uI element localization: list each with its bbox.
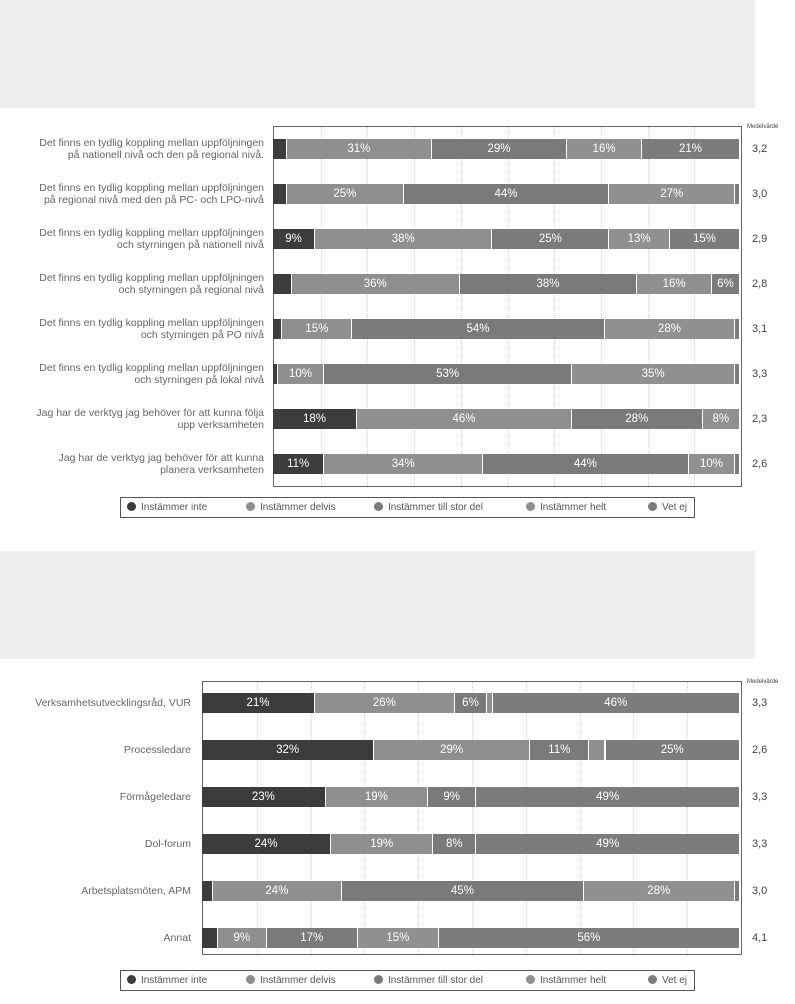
mean-value: 3,2 [752, 143, 768, 155]
category-label [39, 137, 264, 161]
legend-label: Instämmer till stor del [388, 975, 484, 986]
bar-segment: 23% [202, 787, 326, 807]
category-label [145, 838, 191, 850]
category-label-line: Det finns en tydlig koppling mellan uppföljningen [39, 227, 264, 239]
bar-segment: 31% [287, 139, 432, 159]
bar-segment [735, 184, 740, 204]
category-label [164, 932, 191, 944]
legend-item [374, 974, 483, 987]
mean-value: 2,3 [752, 413, 768, 425]
legend-item [127, 974, 207, 987]
category-label [39, 272, 264, 296]
gridline [257, 682, 258, 954]
gridline [418, 682, 419, 954]
mean-value: 3,3 [752, 791, 768, 803]
legend-swatch-icon [648, 502, 657, 511]
bar-segment [273, 139, 287, 159]
bar-segment: 6% [712, 274, 740, 294]
legend-swatch-icon [127, 975, 136, 984]
bar-segment: 49% [476, 834, 740, 854]
bar-segment [273, 319, 282, 339]
bar-segment: 49% [476, 787, 740, 807]
legend-label: Instämmer inte [141, 502, 208, 513]
category-label-line: Jag har de verktyg jag behöver för att kunna följa [36, 407, 264, 419]
gridline [687, 682, 688, 954]
mean-value: 2,6 [752, 744, 768, 756]
bar-segment: 29% [432, 139, 567, 159]
bar-segment: 53% [324, 364, 572, 384]
bar-segment: 32% [202, 740, 374, 760]
bar-segment: 18% [273, 409, 357, 429]
category-label [36, 407, 264, 431]
gridline [526, 682, 527, 954]
legend-label: Vet ej [662, 502, 688, 513]
legend-label: Instämmer delvis [260, 502, 336, 513]
legend-item [526, 501, 606, 514]
legend-swatch-icon [648, 975, 657, 984]
gridline [414, 127, 415, 486]
bar-segment: 36% [292, 274, 460, 294]
gridline [601, 127, 602, 486]
gridline [648, 127, 649, 486]
category-label-line: Förmågeledare [119, 791, 191, 803]
category-label-line: och styrningen på lokal nivå [134, 374, 264, 386]
legend-swatch-icon [127, 502, 136, 511]
gridline [633, 682, 634, 954]
legend-label: Instämmer inte [141, 975, 208, 986]
bar-segment: 8% [703, 409, 740, 429]
mean-column-title: Medelvärde [747, 124, 779, 130]
category-label-line: Annat [163, 932, 191, 944]
mean-value: 2,6 [752, 458, 768, 470]
bar-segment: 9% [428, 787, 476, 807]
bar-segment: 19% [331, 834, 433, 854]
gridline [472, 682, 473, 954]
bar-segment [735, 364, 740, 384]
bar-segment: 35% [572, 364, 735, 384]
bar-segment: 27% [609, 184, 735, 204]
bar-segment: 15% [358, 928, 439, 948]
bar-segment: 25% [492, 229, 609, 249]
legend-swatch-icon [526, 975, 535, 984]
mean-value: 3,0 [752, 885, 768, 897]
bar-segment: 10% [278, 364, 325, 384]
legend-item [648, 974, 687, 987]
bar-segment: 15% [282, 319, 352, 339]
legend-label: Instämmer delvis [260, 975, 336, 986]
gridline [694, 127, 695, 486]
legend-label: Instämmer helt [540, 975, 607, 986]
bar-segment: 28% [584, 881, 735, 901]
bar-segment: 54% [352, 319, 604, 339]
bar-segment: 9% [218, 928, 266, 948]
bar-segment: 15% [670, 229, 740, 249]
gridline [580, 682, 581, 954]
legend-item [127, 501, 207, 514]
category-label [81, 885, 191, 897]
bar-segment [735, 319, 740, 339]
category-label [39, 317, 264, 341]
gridline [311, 682, 312, 954]
category-label [39, 227, 264, 251]
legend-label: Vet ej [662, 975, 688, 986]
category-label-line: Det finns en tydlig koppling mellan uppföljningen [39, 362, 264, 374]
mean-value: 3,3 [752, 697, 768, 709]
bar-segment: 29% [374, 740, 530, 760]
mean-value: 2,8 [752, 278, 768, 290]
category-label-line: Det finns en tydlig koppling mellan uppföljningen [39, 137, 264, 149]
bar-segment: 38% [315, 229, 492, 249]
category-label [120, 791, 191, 803]
legend-item [246, 501, 336, 514]
mean-value: 3,3 [752, 368, 768, 380]
category-label-line: på regional nivå med den på PC- och LPO-nivå [43, 194, 264, 206]
bar-segment: 21% [202, 693, 315, 713]
category-label [59, 452, 264, 476]
legend [120, 970, 695, 991]
bar-segment: 34% [324, 454, 483, 474]
gridline [321, 127, 322, 486]
legend-swatch-icon [374, 975, 383, 984]
bar-segment: 21% [642, 139, 740, 159]
stacked-bar-chart-2 [0, 665, 795, 999]
bar-segment: 28% [572, 409, 703, 429]
bar-segment: 11% [273, 454, 324, 474]
category-label-line: Det finns en tydlig koppling mellan uppföljningen [39, 182, 264, 194]
bar-segment: 16% [637, 274, 712, 294]
legend-label: Instämmer helt [540, 502, 607, 513]
bar-segment [735, 454, 740, 474]
bar-segment: 38% [460, 274, 637, 294]
mean-value: 3,0 [752, 188, 768, 200]
bar-segment [202, 928, 218, 948]
bar-segment: 24% [213, 881, 342, 901]
legend-swatch-icon [374, 502, 383, 511]
category-label [124, 744, 191, 756]
category-label-line: Det finns en tydlig koppling mellan uppföljningen [39, 272, 264, 284]
bar-segment: 28% [605, 319, 736, 339]
bar-segment: 24% [202, 834, 331, 854]
gridline [367, 127, 368, 486]
mean-value: 2,9 [752, 233, 768, 245]
category-label-line: och styrningen på nationell nivå [116, 239, 264, 251]
bar-segment: 13% [609, 229, 670, 249]
bar-segment: 19% [326, 787, 428, 807]
category-label-line: på nationell nivå och den på regional nivå. [67, 149, 264, 161]
mean-value: 3,1 [752, 323, 768, 335]
bar-segment: 6% [455, 693, 487, 713]
bar-segment [589, 740, 605, 760]
bar-segment: 44% [483, 454, 688, 474]
legend-item [648, 501, 687, 514]
plot-area [273, 126, 742, 487]
legend-label: Instämmer till stor del [388, 502, 484, 513]
gridline [364, 682, 365, 954]
legend-swatch-icon [246, 975, 255, 984]
bar-segment: 26% [315, 693, 455, 713]
legend-item [246, 974, 336, 987]
mean-value: 4,1 [752, 932, 768, 944]
section-header-band-1 [0, 0, 755, 108]
legend [120, 497, 695, 518]
section-header-band-2 [0, 551, 755, 659]
bar-segment: 25% [606, 740, 741, 760]
bar-segment: 17% [267, 928, 358, 948]
bar-segment [273, 274, 292, 294]
gridline [508, 127, 509, 486]
category-label-line: Jag har de verktyg jag behöver för att kunna [58, 452, 264, 464]
gridline [461, 127, 462, 486]
bar-segment: 10% [689, 454, 736, 474]
legend-swatch-icon [246, 502, 255, 511]
category-label [39, 362, 264, 386]
bar-segment [202, 881, 213, 901]
gridline [554, 127, 555, 486]
bar-segment: 46% [357, 409, 572, 429]
legend-item [374, 501, 483, 514]
bar-segment: 56% [439, 928, 740, 948]
bar-segment: 11% [530, 740, 589, 760]
legend-swatch-icon [526, 502, 535, 511]
category-label-line: Dol-forum [144, 838, 191, 850]
category-label-line: planera verksamheten [160, 464, 264, 476]
category-label-line: Verksamhetsutvecklingsråd, VUR [35, 697, 191, 709]
bar-segment: 45% [342, 881, 584, 901]
bar-segment: 46% [493, 693, 740, 713]
category-label-line: Det finns en tydlig koppling mellan uppföljningen [39, 317, 264, 329]
category-label [39, 182, 264, 206]
stacked-bar-chart-1 [0, 110, 795, 530]
category-label-line: och styrningen på regional nivå [118, 284, 264, 296]
bar-segment: 9% [273, 229, 315, 249]
mean-value: 3,3 [752, 838, 768, 850]
bar-segment: 25% [287, 184, 404, 204]
category-label-line: och styrningen på PO nivå [140, 329, 264, 341]
bar-segment: 44% [404, 184, 609, 204]
category-label-line: upp verksamheten [177, 419, 264, 431]
mean-column-title: Medelvärde [747, 679, 779, 685]
category-label [35, 697, 191, 709]
legend-item [526, 974, 606, 987]
category-label-line: Arbetsplatsmöten, APM [81, 885, 191, 897]
bar-segment: 16% [567, 139, 642, 159]
bar-segment: 8% [433, 834, 476, 854]
bar-segment [273, 184, 287, 204]
category-label-line: Processledare [123, 744, 191, 756]
bar-segment [735, 881, 740, 901]
plot-area [202, 681, 742, 955]
